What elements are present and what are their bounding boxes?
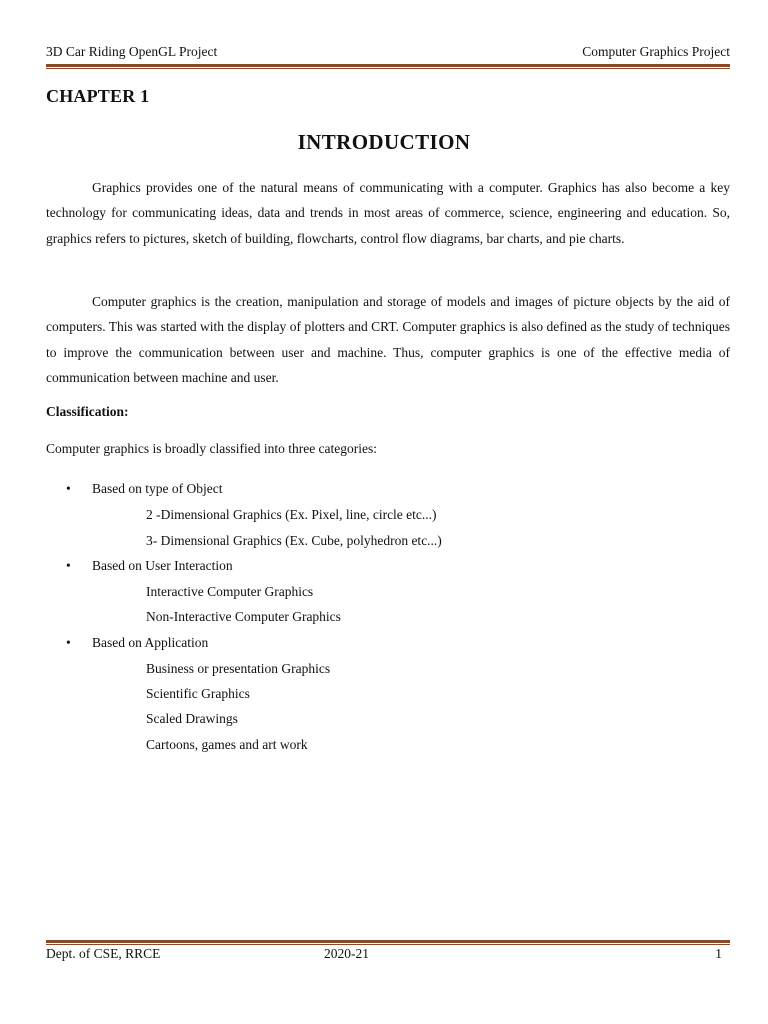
header-course-title: Computer Graphics Project [582, 44, 730, 59]
chapter-label: CHAPTER 1 [46, 86, 150, 106]
bullet-icon: • [66, 558, 71, 573]
category-item: 3- Dimensional Graphics (Ex. Cube, polyhedron etc...) [146, 533, 442, 548]
page-header [46, 44, 730, 62]
footer-academic-year: 2020-21 [324, 946, 369, 961]
header-project-title: 3D Car Riding OpenGL Project [46, 44, 218, 59]
category-item: Scientific Graphics [146, 686, 250, 701]
category-label: Based on Application [92, 635, 209, 650]
category-label: Based on User Interaction [92, 558, 233, 573]
category-item: Scaled Drawings [146, 711, 238, 726]
category-item: Interactive Computer Graphics [146, 584, 314, 599]
category-item: 2 -Dimensional Graphics (Ex. Pixel, line, circle etc...) [146, 507, 437, 522]
category-item: Non-Interactive Computer Graphics [146, 609, 341, 624]
category-label: Based on type of Object [92, 481, 223, 496]
section-title: INTRODUCTION [297, 130, 471, 154]
category-item: Business or presentation Graphics [146, 661, 331, 676]
footer-department: Dept. of CSE, RRCE [46, 946, 161, 961]
classification-heading: Classification: [46, 404, 129, 419]
header-rule [46, 64, 730, 67]
classification-lead: Computer graphics is broadly classified into three categories: [46, 441, 378, 456]
category-item: Cartoons, games and art work [146, 737, 308, 752]
bullet-icon: • [66, 635, 71, 650]
bullet-icon: • [66, 481, 71, 496]
page-number: 1 [715, 946, 722, 961]
paragraph-2: Computer graphics is the creation, manipulation and storage of models and images of picture objects by the aid of computers. This was started with the display of plotters and CRT. Computer graphics is also defined as the study of techniques to improve the communication between user and machine. Thus, computer graphics is one of the effective media of communication between machine and user. [46, 294, 730, 385]
footer-rule [46, 940, 730, 943]
paragraph-1: Graphics provides one of the natural means of communicating with a computer. Graphics has also become a key technology for communicating ideas, data and trends in most areas of commerce, science, engineering and education. So, graphics refers to pictures, sketch of building, flowcharts, control flow diagrams, bar charts, and pie charts. [46, 180, 730, 246]
page-footer [46, 946, 730, 964]
